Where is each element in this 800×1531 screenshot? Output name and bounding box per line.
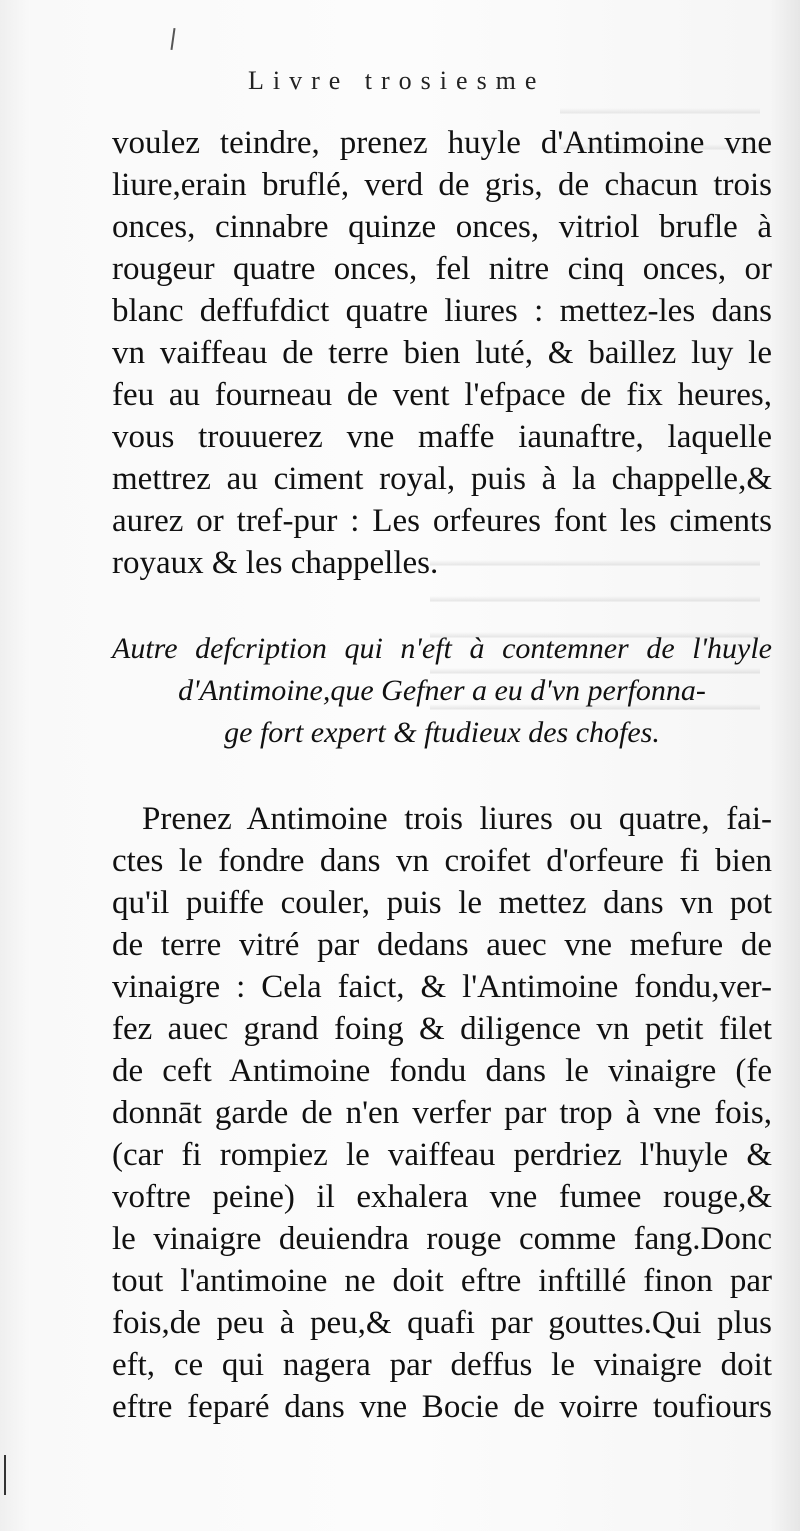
text-line: de terre vitré par dedans auec vne mefure de: [112, 927, 772, 963]
text-line: ctes le fondre dans vn croifet d'orfeure fi bien: [112, 843, 772, 879]
paragraph-2: [112, 798, 772, 1428]
text-line: liure,erain bruflé, verd de gris, de chacun trois: [112, 167, 772, 203]
paragraph-1: [112, 122, 772, 584]
text-line: donnāt garde de n'en verfer par trop à vne fois,: [112, 1095, 772, 1131]
text-line: le vinaigre deuiendra rouge comme fang.Donc: [112, 1221, 772, 1257]
text-line: vinaigre : Cela faict, & l'Antimoine fondu,ver-: [112, 969, 772, 1005]
text-line: feu au fourneau de vent l'efpace de fix heures,: [112, 377, 772, 413]
running-header: Livre trosiesme: [248, 66, 546, 95]
text-line: royaux & les chappelles.: [112, 545, 439, 581]
text-line: qu'il puiffe couler, puis le mettez dans vn pot: [112, 885, 772, 921]
text-line: de ceft Antimoine fondu dans le vinaigre (fe: [112, 1053, 772, 1089]
text-line: blanc deffufdict quatre liures : mettez-les dans: [112, 293, 772, 329]
text-line: eft, ce qui nagera par deffus le vinaigre doit: [112, 1347, 772, 1383]
text-line: fois,de peu à peu,& quafi par gouttes.Qui plus: [112, 1305, 772, 1341]
text-line: voftre peine) il exhalera vne fumee rouge,&: [112, 1179, 772, 1215]
margin-stroke-mark: [4, 1455, 6, 1495]
text-line: (car fi rompiez le vaiffeau perdriez l'huyle &: [112, 1137, 772, 1173]
text-line: rougeur quatre onces, fel nitre cinq onces, or: [112, 251, 772, 287]
section-heading: [112, 628, 772, 754]
text-line: mettrez au ciment royal, puis à la chappelle,&: [112, 461, 772, 497]
heading-line: Autre defcription qui n'eft à contemner de l'huyle: [112, 632, 772, 665]
text-line: aurez or tref-pur : Les orfeures font les ciments: [112, 503, 772, 539]
text-line: tout l'antimoine ne doit eftre inftillé finon par: [112, 1263, 772, 1299]
text-line: vous trouuerez vne maffe iaunaftre, laquelle: [112, 419, 772, 455]
text-line: Prenez Antimoine trois liures ou quatre, fai-: [142, 801, 772, 837]
text-line: eftre feparé dans vne Bocie de voirre toufiours: [112, 1389, 772, 1425]
margin-stroke-mark: [170, 28, 175, 50]
text-line: vn vaiffeau de terre bien luté, & baillez luy le: [112, 335, 772, 371]
text-line: voulez teindre, prenez huyle d'Antimoine vne: [112, 125, 772, 161]
text-line: onces, cinnabre quinze onces, vitriol brufle à: [112, 209, 772, 245]
heading-line: ge fort expert & ftudieux des chofes.: [224, 716, 660, 749]
text-line: fez auec grand foing & diligence vn petit filet: [112, 1011, 772, 1047]
heading-line: d'Antimoine,que Gefner a eu d'vn perfonna-: [178, 674, 706, 707]
